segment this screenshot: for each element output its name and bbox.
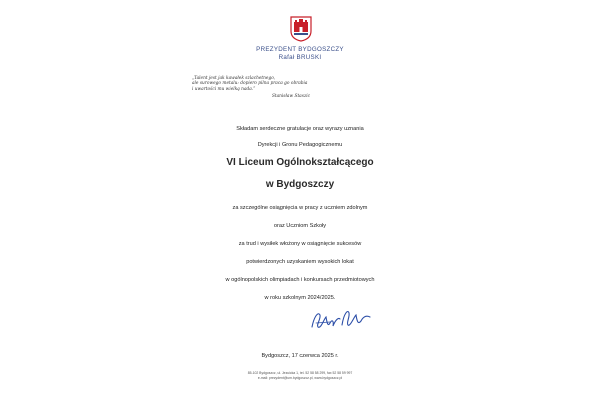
footer-line: e-mail: prezydent@um.bydgoszcz.pl, www.bydgoszcz.pl — [257, 375, 343, 380]
quote-line: „Talent jest jak kawałek szlachetnego, — [192, 76, 276, 81]
footer-address — [160, 371, 440, 380]
certificate-page — [160, 0, 440, 400]
body-line: w ogólnopolskich olimpiadach i konkursach przedmiotowych — [225, 277, 375, 283]
handwritten-signature — [308, 305, 378, 335]
date-line: Bydgoszcz, 17 czerwca 2025 r. — [261, 353, 339, 359]
footer-line: 85-102 Bydgoszcz, ul. Jezuicka 1, tel. 52 58 58 299, fax 52 58 59 997 — [247, 371, 353, 375]
quote-block — [192, 76, 332, 100]
body-line: za trud i wysiłek włożony w osiągnięcie sukcesów — [238, 241, 362, 247]
office-title: PREZYDENT BYDGOSZCZY — [256, 46, 344, 53]
body-line: oraz Uczniom Szkoły — [273, 223, 327, 229]
school-name: VI Liceum Ogólnokształcącego — [226, 157, 374, 168]
recipient-line: Dyrekcji i Gronu Pedagogicznemu — [257, 142, 343, 148]
city-crest-icon — [290, 16, 312, 42]
quote-line: ale surowego metalu: dopiero pilna praca go obrabia — [192, 81, 308, 87]
quote-line: i uwartości mu wielką nada.” — [192, 86, 256, 92]
greeting-line: Składam serdeczne gratulacje oraz wyrazy uznania — [236, 126, 364, 132]
quote-author: Stanisław Staszic — [271, 94, 310, 100]
letterhead — [160, 46, 440, 62]
body-line: potwierdzonych uzyskaniem wysokich lokat — [246, 259, 354, 265]
official-name: Rafał BRUSKI — [278, 54, 322, 61]
body-line: w roku szkolnym 2024/2025. — [264, 295, 336, 301]
body-line: za szczególne osiągnięcia w pracy z uczniem zdolnym — [232, 205, 368, 211]
school-city: w Bydgoszczy — [265, 179, 335, 190]
